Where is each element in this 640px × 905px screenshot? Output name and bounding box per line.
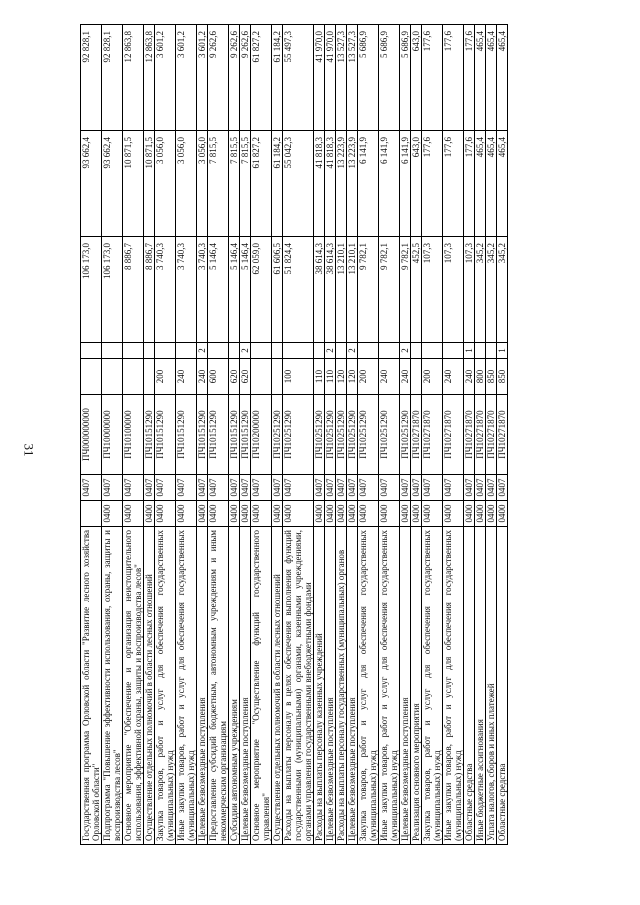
expense-type-code-cell: 200 xyxy=(155,359,176,395)
amount-year1-cell: 107,3 xyxy=(464,237,475,343)
funding-source-code-cell xyxy=(486,343,497,359)
subsection-code-cell: 0407 xyxy=(283,475,314,501)
section-code-cell: 0400 xyxy=(176,501,197,527)
target-item-code-cell: ПЧ10251290 xyxy=(358,395,379,475)
expense-type-code-cell: 240 xyxy=(197,359,208,395)
table-row xyxy=(486,25,497,845)
expense-type-code-cell: 100 xyxy=(283,359,314,395)
amount-year1-cell: 5 146,4 xyxy=(208,237,229,343)
amount-year2-cell: 3 056,0 xyxy=(176,131,197,237)
expense-type-code-cell: 850 xyxy=(497,359,508,395)
amount-year1-cell: 8 886,7 xyxy=(123,237,144,343)
section-code-cell: 0400 xyxy=(314,501,325,527)
amount-year3-cell: 41 970,0 xyxy=(325,25,336,131)
section-code-cell: 0400 xyxy=(358,501,379,527)
target-item-code-cell: ПЧ10251290 xyxy=(283,395,314,475)
subsection-code-cell: 0407 xyxy=(497,475,508,501)
expense-type-code-cell: 110 xyxy=(314,359,325,395)
row-name-cell: Закупка товаров, работ и услуг для обеспечения государственных (муниципальных) нужд xyxy=(358,527,379,845)
amount-year3-cell: 55 497,3 xyxy=(283,25,314,131)
funding-source-code-cell xyxy=(176,343,197,359)
amount-year1-cell: 5 146,4 xyxy=(229,237,240,343)
expense-type-code-cell: 620 xyxy=(229,359,240,395)
budget-table-rotated xyxy=(80,25,565,845)
subsection-code-cell: 0407 xyxy=(336,475,347,501)
subsection-code-cell: 0407 xyxy=(325,475,336,501)
row-name-cell: Областные средства xyxy=(497,527,508,845)
row-name-cell: Закупка товаров, работ и услуг для обеспечения государственных (муниципальных) нужд xyxy=(422,527,443,845)
table-row xyxy=(411,25,422,845)
table-row xyxy=(197,25,208,845)
funding-source-code-cell xyxy=(81,343,102,359)
page-number: 31 xyxy=(21,443,37,457)
expense-type-code-cell: 620 xyxy=(240,359,251,395)
expense-type-code-cell: 200 xyxy=(422,359,443,395)
table-row xyxy=(155,25,176,845)
funding-source-code-cell: 1 xyxy=(497,343,508,359)
funding-source-code-cell xyxy=(229,343,240,359)
funding-source-code-cell: 2 xyxy=(347,343,358,359)
funding-source-code-cell xyxy=(123,343,144,359)
subsection-code-cell: 0407 xyxy=(475,475,486,501)
funding-source-code-cell xyxy=(475,343,486,359)
row-name-cell: Основное мероприятие "Осуществление функций государственного управления" xyxy=(251,527,272,845)
table-row xyxy=(400,25,411,845)
expense-type-code-cell xyxy=(81,359,102,395)
expense-type-code-cell: 120 xyxy=(347,359,358,395)
target-item-code-cell: ПЧ10151290 xyxy=(144,395,155,475)
amount-year2-cell: 10 871,5 xyxy=(123,131,144,237)
section-code-cell: 0400 xyxy=(486,501,497,527)
amount-year3-cell: 465,4 xyxy=(486,25,497,131)
amount-year3-cell: 13 527,3 xyxy=(336,25,347,131)
row-name-cell: Закупка товаров, работ и услуг для обеспечения государственных (муниципальных) нужд xyxy=(155,527,176,845)
row-name-cell: Целевые безвозмездные поступления xyxy=(400,527,411,845)
target-item-code-cell: ПЧ10251290 xyxy=(400,395,411,475)
amount-year1-cell: 5 146,4 xyxy=(240,237,251,343)
row-name-cell: Целевые безвозмездные поступления xyxy=(197,527,208,845)
row-name-cell: Областные средства xyxy=(464,527,475,845)
funding-source-code-cell: 2 xyxy=(400,343,411,359)
amount-year3-cell: 3 601,2 xyxy=(176,25,197,131)
section-code-cell: 0400 xyxy=(102,501,123,527)
amount-year2-cell: 177,6 xyxy=(422,131,443,237)
amount-year2-cell: 61 184,2 xyxy=(272,131,283,237)
funding-source-code-cell xyxy=(272,343,283,359)
funding-source-code-cell xyxy=(155,343,176,359)
target-item-code-cell: ПЧ10271870 xyxy=(443,395,464,475)
table-row xyxy=(176,25,197,845)
amount-year3-cell: 41 970,0 xyxy=(314,25,325,131)
amount-year3-cell: 5 686,9 xyxy=(400,25,411,131)
subsection-code-cell: 0407 xyxy=(229,475,240,501)
row-name-cell: Иные закупки товаров, работ и услуг для обеспечения государственных (муниципальных) нужд xyxy=(443,527,464,845)
row-name-cell: Предоставление субсидий бюджетным, автономным учреждениям и иным некоммерческим организациям xyxy=(208,527,229,845)
section-code-cell: 0400 xyxy=(123,501,144,527)
target-item-code-cell: ПЧ10271870 xyxy=(497,395,508,475)
funding-source-code-cell xyxy=(379,343,400,359)
expense-type-code-cell xyxy=(144,359,155,395)
table-row xyxy=(464,25,475,845)
section-code-cell: 0400 xyxy=(272,501,283,527)
amount-year3-cell: 177,6 xyxy=(443,25,464,131)
row-name-cell: Подпрограмма "Повышение эффективности использования, охраны, защиты и воспроизводства лесов" xyxy=(102,527,123,845)
amount-year1-cell: 107,3 xyxy=(443,237,464,343)
amount-year3-cell: 61 184,2 xyxy=(272,25,283,131)
target-item-code-cell: ПЧ10151290 xyxy=(229,395,240,475)
table-row xyxy=(336,25,347,845)
amount-year1-cell: 9 782,1 xyxy=(358,237,379,343)
funding-source-code-cell xyxy=(208,343,229,359)
expense-type-code-cell xyxy=(123,359,144,395)
section-code-cell: 0400 xyxy=(325,501,336,527)
subsection-code-cell: 0407 xyxy=(347,475,358,501)
amount-year2-cell: 41 818,3 xyxy=(325,131,336,237)
section-code-cell: 0400 xyxy=(197,501,208,527)
table-row xyxy=(102,25,123,845)
amount-year3-cell: 177,6 xyxy=(464,25,475,131)
target-item-code-cell: ПЧ10251290 xyxy=(272,395,283,475)
target-item-code-cell: ПЧ10000000 xyxy=(102,395,123,475)
funding-source-code-cell xyxy=(283,343,314,359)
funding-source-code-cell xyxy=(251,343,272,359)
table-row xyxy=(283,25,314,845)
funding-source-code-cell xyxy=(411,343,422,359)
amount-year1-cell: 38 614,3 xyxy=(325,237,336,343)
amount-year3-cell: 61 827,2 xyxy=(251,25,272,131)
amount-year2-cell: 61 827,2 xyxy=(251,131,272,237)
amount-year3-cell: 12 863,8 xyxy=(144,25,155,131)
row-name-cell: Основное мероприятие "Обеспечение и организация неистощительного использования, эффективной охраны, защиты и воспроизводства лесов" xyxy=(123,527,144,845)
section-code-cell: 0400 xyxy=(208,501,229,527)
amount-year2-cell: 465,4 xyxy=(486,131,497,237)
amount-year2-cell: 93 662,4 xyxy=(81,131,102,237)
amount-year1-cell: 3 740,3 xyxy=(176,237,197,343)
section-code-cell: 0400 xyxy=(379,501,400,527)
amount-year3-cell: 5 686,9 xyxy=(358,25,379,131)
subsection-code-cell: 0407 xyxy=(400,475,411,501)
amount-year3-cell: 13 527,3 xyxy=(347,25,358,131)
subsection-code-cell: 0407 xyxy=(314,475,325,501)
expense-type-code-cell: 850 xyxy=(486,359,497,395)
subsection-code-cell: 0407 xyxy=(251,475,272,501)
table-row xyxy=(475,25,486,845)
expense-type-code-cell: 800 xyxy=(475,359,486,395)
funding-source-code-cell: 2 xyxy=(197,343,208,359)
expense-type-code-cell: 200 xyxy=(358,359,379,395)
amount-year2-cell: 6 141,9 xyxy=(379,131,400,237)
section-code-cell: 0400 xyxy=(144,501,155,527)
target-item-code-cell: ПЧ10271870 xyxy=(486,395,497,475)
amount-year2-cell: 10 871,5 xyxy=(144,131,155,237)
amount-year1-cell: 345,2 xyxy=(497,237,508,343)
target-item-code-cell: ПЧ10271870 xyxy=(411,395,422,475)
amount-year3-cell: 5 686,9 xyxy=(379,25,400,131)
row-name-cell: Целевые безвозмездные поступления xyxy=(325,527,336,845)
table-row xyxy=(347,25,358,845)
amount-year3-cell: 9 262,6 xyxy=(240,25,251,131)
table-row xyxy=(272,25,283,845)
funding-source-code-cell xyxy=(102,343,123,359)
row-name-cell: Государственная программа Орловской области "Развитие лесного хозяйства Орловской области" xyxy=(81,527,102,845)
table-row xyxy=(144,25,155,845)
subsection-code-cell: 0407 xyxy=(411,475,422,501)
expense-type-code-cell: 240 xyxy=(379,359,400,395)
amount-year1-cell: 61 606,5 xyxy=(272,237,283,343)
target-item-code-cell: ПЧ10251290 xyxy=(379,395,400,475)
amount-year2-cell: 3 056,0 xyxy=(155,131,176,237)
funding-source-code-cell xyxy=(314,343,325,359)
subsection-code-cell: 0407 xyxy=(102,475,123,501)
row-name-cell: Иные закупки товаров, работ и услуг для обеспечения государственных (муниципальных) нужд xyxy=(379,527,400,845)
amount-year1-cell: 51 824,4 xyxy=(283,237,314,343)
row-name-cell: Субсидии автономным учреждениям xyxy=(229,527,240,845)
subsection-code-cell: 0407 xyxy=(443,475,464,501)
section-code-cell: 0400 xyxy=(443,501,464,527)
target-item-code-cell: ПЧ10151290 xyxy=(208,395,229,475)
expense-type-code-cell xyxy=(251,359,272,395)
section-code-cell: 0400 xyxy=(464,501,475,527)
section-code-cell xyxy=(81,501,102,527)
section-code-cell: 0400 xyxy=(400,501,411,527)
amount-year2-cell: 13 223,9 xyxy=(347,131,358,237)
amount-year3-cell: 643,0 xyxy=(411,25,422,131)
table-row xyxy=(358,25,379,845)
funding-source-code-cell xyxy=(358,343,379,359)
amount-year2-cell: 465,4 xyxy=(475,131,486,237)
target-item-code-cell: ПЧ10151290 xyxy=(155,395,176,475)
expense-type-code-cell xyxy=(272,359,283,395)
table-row xyxy=(379,25,400,845)
subsection-code-cell: 0407 xyxy=(464,475,475,501)
row-name-cell: Иные закупки товаров, работ и услуг для обеспечения государственных (муниципальных) нужд xyxy=(176,527,197,845)
amount-year2-cell: 7 815,5 xyxy=(208,131,229,237)
target-item-code-cell: ПЧ10251290 xyxy=(325,395,336,475)
amount-year1-cell: 3 740,3 xyxy=(197,237,208,343)
expense-type-code-cell: 240 xyxy=(176,359,197,395)
amount-year1-cell: 345,2 xyxy=(475,237,486,343)
amount-year1-cell: 8 886,7 xyxy=(144,237,155,343)
amount-year1-cell: 38 614,3 xyxy=(314,237,325,343)
amount-year3-cell: 3 601,2 xyxy=(197,25,208,131)
subsection-code-cell: 0407 xyxy=(422,475,443,501)
amount-year3-cell: 9 262,6 xyxy=(208,25,229,131)
row-name-cell: Уплата налогов, сборов и иных платежей xyxy=(486,527,497,845)
target-item-code-cell: ПЧ10151290 xyxy=(176,395,197,475)
amount-year2-cell: 177,6 xyxy=(464,131,475,237)
target-item-code-cell: ПЧ000000000 xyxy=(81,395,102,475)
section-code-cell: 0400 xyxy=(422,501,443,527)
target-item-code-cell: ПЧ10251290 xyxy=(347,395,358,475)
target-item-code-cell: ПЧ10151290 xyxy=(197,395,208,475)
amount-year1-cell: 13 210,1 xyxy=(336,237,347,343)
target-item-code-cell: ПЧ10271870 xyxy=(464,395,475,475)
table-row xyxy=(208,25,229,845)
target-item-code-cell: ПЧ10100000 xyxy=(123,395,144,475)
section-code-cell: 0400 xyxy=(251,501,272,527)
row-name-cell: Осуществление отдельных полномочий в области лесных отношений xyxy=(144,527,155,845)
section-code-cell: 0400 xyxy=(336,501,347,527)
subsection-code-cell: 0407 xyxy=(197,475,208,501)
section-code-cell: 0400 xyxy=(497,501,508,527)
funding-source-code-cell xyxy=(144,343,155,359)
subsection-code-cell: 0407 xyxy=(272,475,283,501)
section-code-cell: 0400 xyxy=(411,501,422,527)
row-name-cell: Целевые безвозмездные поступления xyxy=(240,527,251,845)
expense-type-code-cell: 120 xyxy=(336,359,347,395)
expense-type-code-cell: 240 xyxy=(443,359,464,395)
amount-year1-cell: 106 173,0 xyxy=(81,237,102,343)
funding-source-code-cell: 2 xyxy=(240,343,251,359)
amount-year3-cell: 177,6 xyxy=(422,25,443,131)
amount-year1-cell: 3 740,3 xyxy=(155,237,176,343)
amount-year2-cell: 3 056,0 xyxy=(197,131,208,237)
row-name-cell: Целевые безвозмездные поступления xyxy=(347,527,358,845)
table-row xyxy=(443,25,464,845)
funding-source-code-cell xyxy=(422,343,443,359)
subsection-code-cell: 0407 xyxy=(379,475,400,501)
expense-type-code-cell xyxy=(102,359,123,395)
amount-year1-cell: 9 782,1 xyxy=(400,237,411,343)
expense-type-code-cell: 110 xyxy=(325,359,336,395)
expense-type-code-cell: 240 xyxy=(400,359,411,395)
table-row xyxy=(497,25,508,845)
funding-source-code-cell: 2 xyxy=(325,343,336,359)
subsection-code-cell: 0407 xyxy=(240,475,251,501)
row-name-cell: Расходы на выплаты персоналу в целях обеспечения выполнения функций государственными (муниципальными) органами, казенными учреждениями, органами управления государственными внебюджетными фондами xyxy=(283,527,314,845)
amount-year3-cell: 465,4 xyxy=(475,25,486,131)
funding-source-code-cell xyxy=(336,343,347,359)
target-item-code-cell: ПЧ10251290 xyxy=(314,395,325,475)
table-row xyxy=(123,25,144,845)
table-row xyxy=(251,25,272,845)
funding-source-code-cell xyxy=(443,343,464,359)
table-row xyxy=(229,25,240,845)
table-row xyxy=(240,25,251,845)
table-row xyxy=(81,25,102,845)
amount-year1-cell: 62 059,0 xyxy=(251,237,272,343)
amount-year2-cell: 6 141,9 xyxy=(400,131,411,237)
table-row xyxy=(314,25,325,845)
table-row xyxy=(325,25,336,845)
row-name-cell: Расходы на выплаты персоналу государственных (муниципальных) органов xyxy=(336,527,347,845)
row-name-cell: Реализация основного мероприятия xyxy=(411,527,422,845)
amount-year1-cell: 452,5 xyxy=(411,237,422,343)
section-code-cell: 0400 xyxy=(240,501,251,527)
table-row xyxy=(422,25,443,845)
budget-table xyxy=(80,24,508,845)
amount-year2-cell: 177,6 xyxy=(443,131,464,237)
subsection-code-cell: 0407 xyxy=(176,475,197,501)
section-code-cell: 0400 xyxy=(347,501,358,527)
amount-year1-cell: 9 782,1 xyxy=(379,237,400,343)
subsection-code-cell: 0407 xyxy=(144,475,155,501)
target-item-code-cell: ПЧ10200000 xyxy=(251,395,272,475)
amount-year3-cell: 92 828,1 xyxy=(102,25,123,131)
subsection-code-cell: 0407 xyxy=(208,475,229,501)
subsection-code-cell: 0407 xyxy=(81,475,102,501)
amount-year2-cell: 465,4 xyxy=(497,131,508,237)
amount-year2-cell: 41 818,3 xyxy=(314,131,325,237)
subsection-code-cell: 0407 xyxy=(123,475,144,501)
subsection-code-cell: 0407 xyxy=(358,475,379,501)
subsection-code-cell: 0407 xyxy=(486,475,497,501)
section-code-cell: 0400 xyxy=(155,501,176,527)
amount-year3-cell: 465,4 xyxy=(497,25,508,131)
target-item-code-cell: ПЧ10271870 xyxy=(422,395,443,475)
amount-year2-cell: 6 141,9 xyxy=(358,131,379,237)
amount-year2-cell: 7 815,5 xyxy=(240,131,251,237)
subsection-code-cell: 0407 xyxy=(155,475,176,501)
amount-year3-cell: 9 262,6 xyxy=(229,25,240,131)
expense-type-code-cell xyxy=(411,359,422,395)
amount-year2-cell: 643,0 xyxy=(411,131,422,237)
amount-year2-cell: 55 042,3 xyxy=(283,131,314,237)
amount-year1-cell: 13 210,1 xyxy=(347,237,358,343)
funding-source-code-cell: 1 xyxy=(464,343,475,359)
row-name-cell: Осуществление отдельных полномочий в области лесных отношений xyxy=(272,527,283,845)
amount-year2-cell: 13 223,9 xyxy=(336,131,347,237)
amount-year3-cell: 12 863,8 xyxy=(123,25,144,131)
amount-year3-cell: 92 828,1 xyxy=(81,25,102,131)
amount-year1-cell: 345,2 xyxy=(486,237,497,343)
target-item-code-cell: ПЧ10151290 xyxy=(240,395,251,475)
section-code-cell: 0400 xyxy=(229,501,240,527)
target-item-code-cell: ПЧ10251290 xyxy=(336,395,347,475)
row-name-cell: Иные бюджетные ассигнования xyxy=(475,527,486,845)
expense-type-code-cell: 600 xyxy=(208,359,229,395)
section-code-cell: 0400 xyxy=(475,501,486,527)
row-name-cell: Расходы на выплаты персоналу казенных учреждений xyxy=(314,527,325,845)
amount-year2-cell: 7 815,5 xyxy=(229,131,240,237)
expense-type-code-cell: 240 xyxy=(464,359,475,395)
amount-year2-cell: 93 662,4 xyxy=(102,131,123,237)
amount-year1-cell: 106 173,0 xyxy=(102,237,123,343)
target-item-code-cell: ПЧ10271870 xyxy=(475,395,486,475)
section-code-cell: 0400 xyxy=(283,501,314,527)
amount-year3-cell: 3 601,2 xyxy=(155,25,176,131)
amount-year1-cell: 107,3 xyxy=(422,237,443,343)
